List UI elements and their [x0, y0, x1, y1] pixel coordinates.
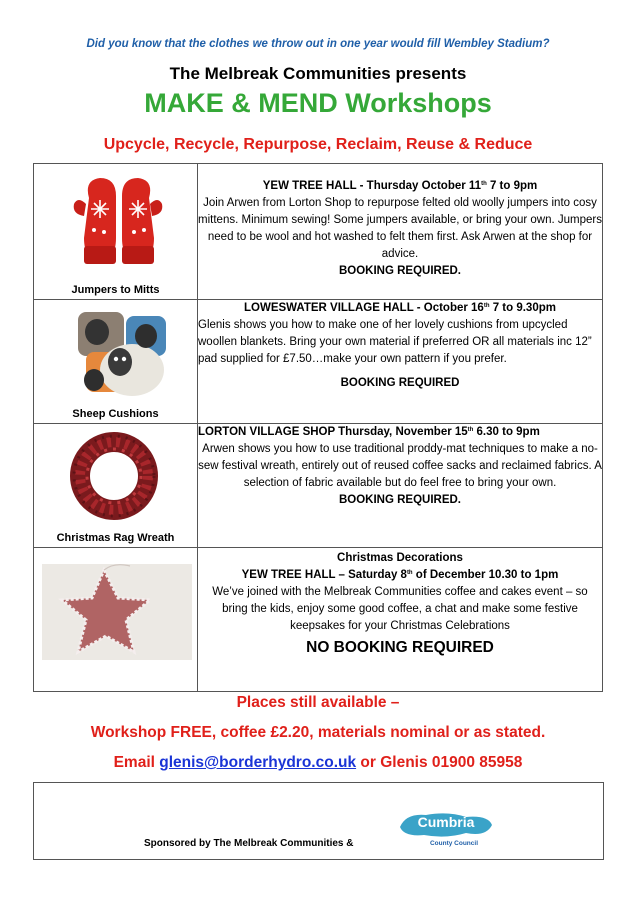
availability-note: Places still available –	[236, 694, 400, 711]
workshop-subtitle: Christmas Decorations	[337, 552, 463, 564]
mittens-image	[34, 168, 197, 278]
workshop-image-cell	[34, 164, 198, 300]
workshop-description: Arwen shows you how to use traditional proddy-mat techniques to make a no-sew festival wreath, entirely out of reused coffee sacks and reclaimed fabrics. A selection of fabric available but do feel free to bring your own.	[198, 443, 602, 489]
workshop-description: Glenis shows you how to make one of her lovely cushions from upcycled woollen blankets. Bring your own material if preferred OR all materials inc 12” pad supplied for £7.50…make your own pattern if you prefer.	[198, 319, 592, 365]
workshop-image-cell	[34, 300, 198, 424]
image-caption: Christmas Rag Wreath	[56, 532, 175, 544]
image-caption: Sheep Cushions	[72, 408, 159, 420]
pricing-note: Workshop FREE, coffee £2.20, materials nominal or as stated.	[90, 724, 546, 741]
booking-note: BOOKING REQUIRED.	[338, 494, 462, 506]
image-caption: Jumpers to Mitts	[71, 284, 160, 296]
workshop-row	[34, 164, 603, 300]
workshop-title: YEW TREE HALL - Thursday October 11th 7 to 9pm	[262, 180, 538, 192]
workshop-description: Join Arwen from Lorton Shop to repurpose felted old woolly jumpers into cosy mittens. Minimum sewing! Some jumpers available, or bring your own. Jumpers need to be wool and hot washed to felt them first. Ask Arwen at the shop for advice.	[198, 197, 602, 260]
presenter-line: The Melbreak Communities presents	[169, 64, 467, 83]
logo-sub: County Council	[429, 840, 479, 847]
workshop-image-cell	[34, 548, 198, 692]
contact-prefix: Email	[113, 754, 160, 771]
page-title: MAKE & MEND Workshops	[144, 88, 492, 118]
contact-suffix: or Glenis 01900 85958	[356, 754, 523, 771]
booking-note: BOOKING REQUIRED.	[338, 265, 462, 277]
workshop-title: YEW TREE HALL – Saturday 8th of December 10.30 to 1pm	[241, 569, 559, 581]
workshops-table	[33, 163, 603, 692]
intro-fact: Did you know that the clothes we throw out in one year would fill Wembley Stadium?	[86, 38, 550, 50]
tagline: Upcycle, Recycle, Repurpose, Reclaim, Reuse & Reduce	[103, 136, 533, 153]
sponsor-text: Sponsored by The Melbreak Communities &	[144, 838, 354, 849]
workshop-description: We’ve joined with the Melbreak Communities coffee and cakes event – so bring the kids, enjoy some good coffee, a chat and make some festive keepsakes for your Christmas Celebrations	[212, 586, 588, 632]
wreath-image	[34, 426, 197, 530]
workshop-image-cell	[34, 424, 198, 548]
contact-line	[0, 754, 636, 772]
workshop-details	[198, 164, 603, 300]
workshop-details	[198, 300, 603, 424]
workshop-details	[198, 424, 603, 548]
workshop-details	[198, 548, 603, 692]
workshop-row	[34, 424, 603, 548]
workshop-row	[34, 548, 603, 692]
logo-name: Cumbria	[417, 814, 475, 830]
star-decoration-image	[34, 560, 197, 660]
workshop-row	[34, 300, 603, 424]
email-link[interactable]: glenis@borderhydro.co.uk	[159, 754, 357, 771]
booking-note: BOOKING REQUIRED	[340, 377, 460, 389]
workshop-title: LOWESWATER VILLAGE HALL - October 16th 7 to 9.30pm	[244, 302, 556, 314]
booking-note: NO BOOKING REQUIRED	[306, 639, 494, 656]
cumbria-logo-icon	[396, 809, 496, 849]
workshop-title: LORTON VILLAGE SHOP Thursday, November 15th 6.30 to 9pm	[198, 426, 540, 438]
sponsor-box	[33, 782, 604, 860]
sheep-cushions-image	[34, 302, 197, 406]
